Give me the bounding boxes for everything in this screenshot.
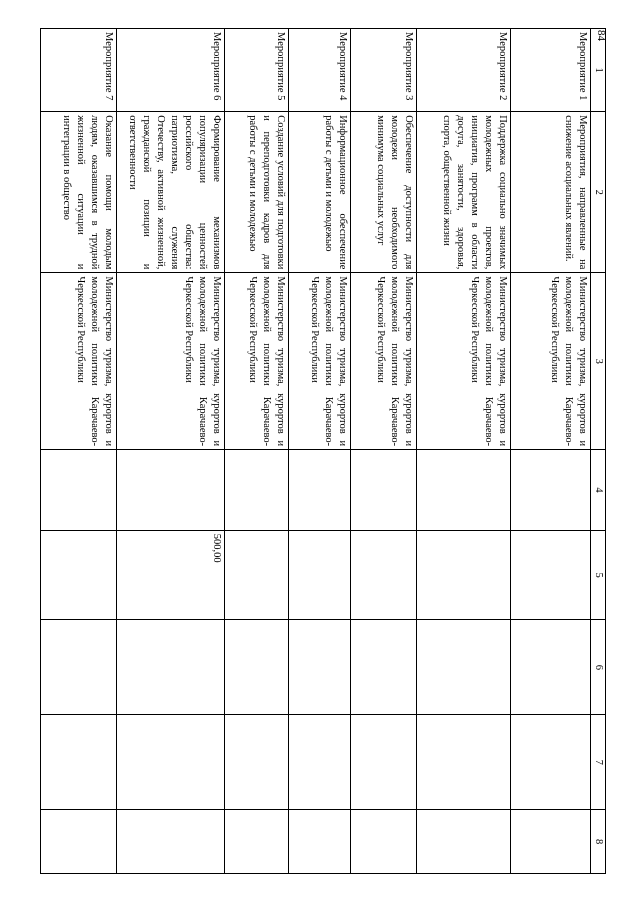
- value-cell: [511, 715, 591, 810]
- header-row: [591, 29, 606, 874]
- value-cell: [289, 450, 351, 531]
- event-description-cell: Обеспечение доступности для молодежи необходимого минимума социальных услуг: [351, 112, 417, 273]
- event-name-cell: Мероприятие 2: [417, 29, 511, 112]
- value-cell: [225, 450, 289, 531]
- value-cell: [417, 530, 511, 620]
- header-cell: 6: [591, 620, 606, 715]
- value-cell: [351, 620, 417, 715]
- value-cell: [41, 715, 117, 810]
- value-cell: [417, 620, 511, 715]
- header-cell: 1: [591, 29, 606, 112]
- event-description-cell: Поддержка социально значимых молодежных проектов, инициатив, программ в области досуга, занятости, здоровья, спорта, общественной жизни: [417, 112, 511, 273]
- value-cell: [117, 810, 225, 874]
- executor-cell: Министерство туризма, курортов и молодежной политики Карачаево-Черкесской Республики: [225, 273, 289, 450]
- event-name-cell: Мероприятие 1: [511, 29, 591, 112]
- event-description-cell: Мероприятия, направленные на снижение асоциальных явлений.: [511, 112, 591, 273]
- event-name-cell: Мероприятие 4: [289, 29, 351, 112]
- event-description-cell: Оказание помощи молодым людям, оказавшимся в трудной жизненной ситуации и интеграции в общество: [41, 112, 117, 273]
- header-cell: 2: [591, 112, 606, 273]
- value-cell: [225, 810, 289, 874]
- funding-value-cell: 500,00: [117, 530, 225, 620]
- value-cell: [511, 530, 591, 620]
- executor-cell: Министерство туризма, курортов и молодежной политики Карачаево-Черкесской Республики: [289, 273, 351, 450]
- header-cell: 8: [591, 810, 606, 874]
- rotated-table-container: [56, 28, 606, 874]
- value-cell: [351, 530, 417, 620]
- value-cell: [41, 530, 117, 620]
- value-cell: [225, 620, 289, 715]
- value-cell: [351, 715, 417, 810]
- event-description-cell: Информационное обеспечение работы с детьми и молодежью: [289, 112, 351, 273]
- page-number: 84: [595, 30, 607, 41]
- value-cell: [289, 530, 351, 620]
- value-cell: [417, 810, 511, 874]
- event-description-cell: Создание условий для подготовки и переподготовки кадров для работы с детьми и молодежью: [225, 112, 289, 273]
- header-cell: 4: [591, 450, 606, 531]
- value-cell: [351, 810, 417, 874]
- event-name-cell: Мероприятие 5: [225, 29, 289, 112]
- table-row: [511, 29, 591, 874]
- value-cell: [41, 620, 117, 715]
- value-cell: [117, 715, 225, 810]
- value-cell: [351, 450, 417, 531]
- value-cell: [511, 810, 591, 874]
- event-name-cell: Мероприятие 7: [41, 29, 117, 112]
- value-cell: [289, 715, 351, 810]
- value-cell: [41, 450, 117, 531]
- event-name-cell: Мероприятие 3: [351, 29, 417, 112]
- executor-cell: Министерство туризма, курортов и молодежной политики Карачаево-Черкесской Республики: [351, 273, 417, 450]
- executor-cell: Министерство туризма, курортов и молодежной политики Карачаево-Черкесской Республики: [417, 273, 511, 450]
- value-cell: [225, 715, 289, 810]
- value-cell: [289, 620, 351, 715]
- executor-cell: Министерство туризма, курортов и молодежной политики Карачаево-Черкесской Республики: [511, 273, 591, 450]
- events-table: [40, 28, 606, 874]
- header-cell: 3: [591, 273, 606, 450]
- value-cell: [41, 810, 117, 874]
- value-cell: [417, 715, 511, 810]
- executor-cell: Министерство туризма, курортов и молодежной политики Карачаево-Черкесской Республики: [41, 273, 117, 450]
- executor-cell: Министерство туризма, курортов и молодежной политики Карачаево-Черкесской Республики: [117, 273, 225, 450]
- event-description-cell: Формирование механизмов популяризации ценностей российского общества: патриотизма, служения Отечеству, активной жизненной, гражданской позиции и ответственности: [117, 112, 225, 273]
- value-cell: [117, 450, 225, 531]
- value-cell: [289, 810, 351, 874]
- table-row: [289, 29, 351, 874]
- value-cell: [511, 450, 591, 531]
- value-cell: [225, 530, 289, 620]
- header-cell: 7: [591, 715, 606, 810]
- header-cell: 5: [591, 530, 606, 620]
- event-name-cell: Мероприятие 6: [117, 29, 225, 112]
- table-row: [41, 29, 117, 874]
- value-cell: [417, 450, 511, 531]
- table-row: [117, 29, 225, 874]
- value-cell: [117, 620, 225, 715]
- value-cell: [511, 620, 591, 715]
- table-row: [351, 29, 417, 874]
- table-row: [225, 29, 289, 874]
- table-row: [417, 29, 511, 874]
